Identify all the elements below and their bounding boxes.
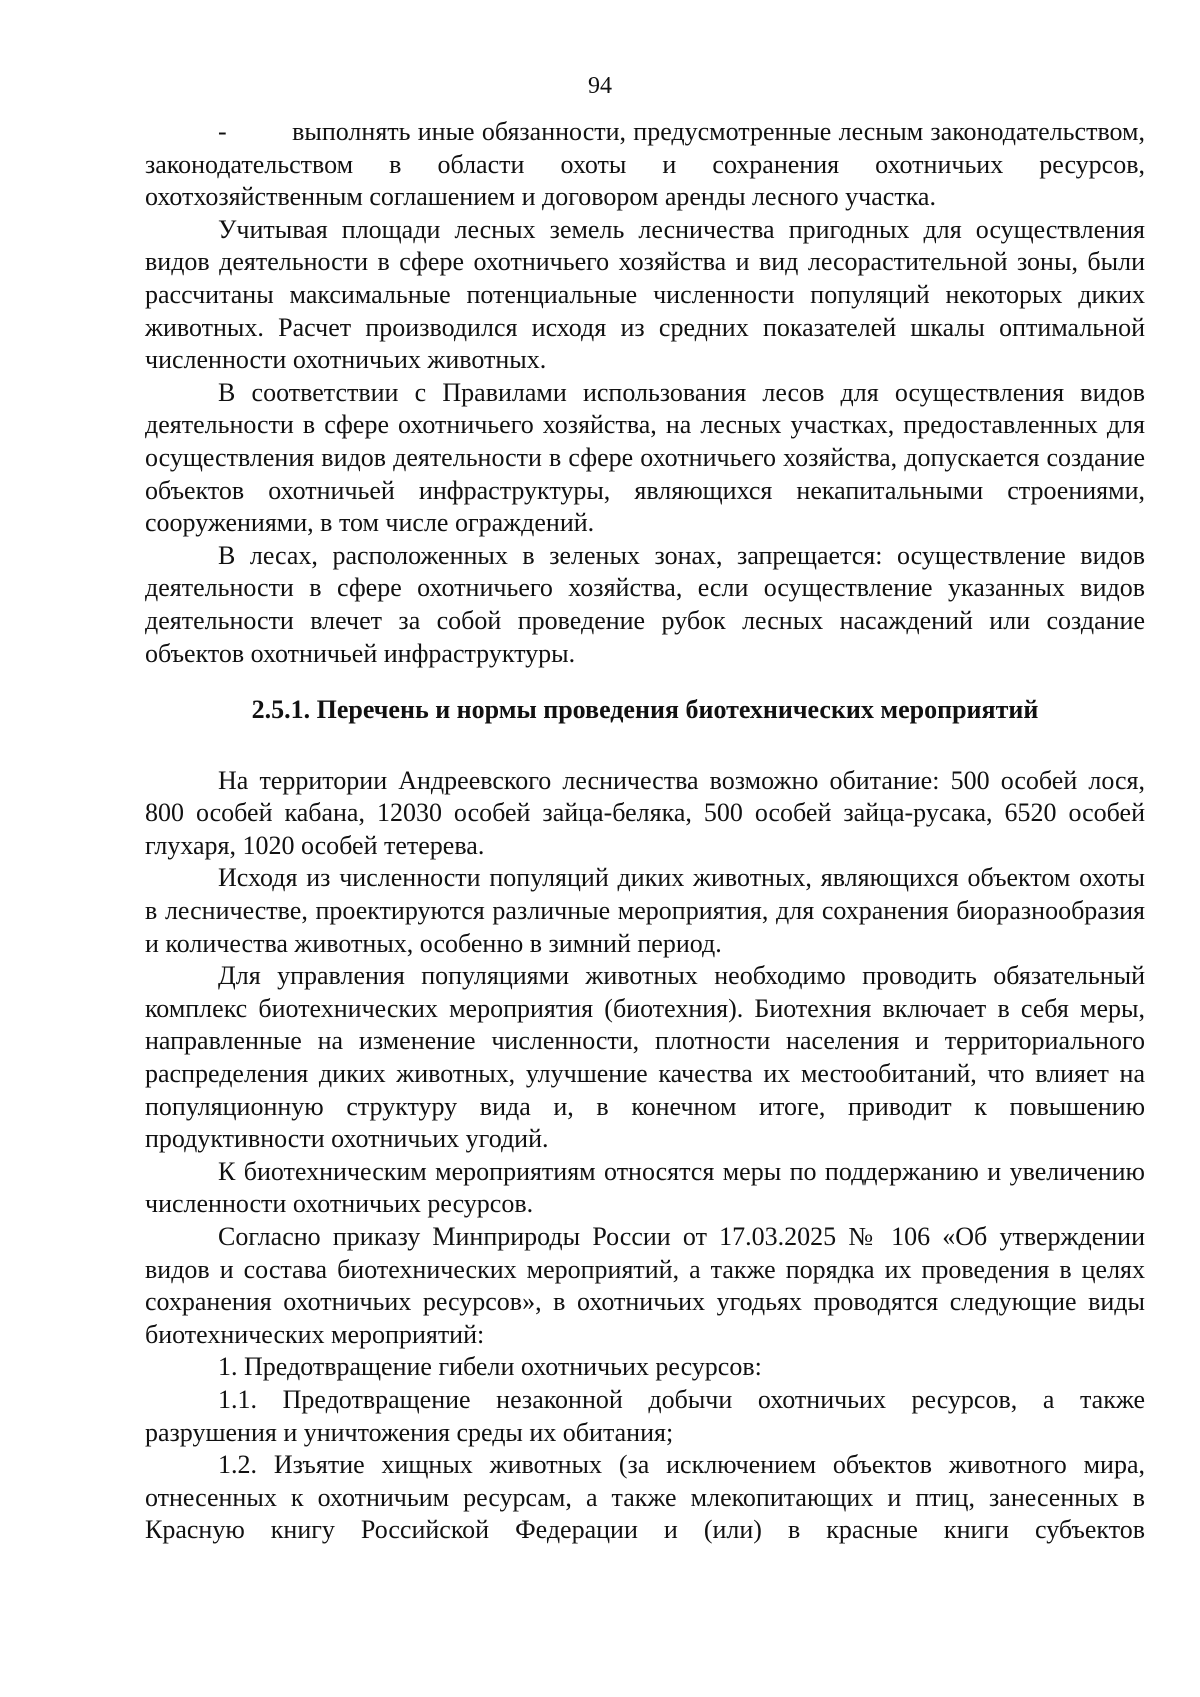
paragraph-green-zones: В лесах, расположенных в зеленых зонах, запрещается: осуществление видов деятельности в сфере охотничьего хозяйства, если осуществление указанных видов деятельности влечет за собой проведение рубок лесных насаждений или создание объектов охотничьей инфраструктуры.: [145, 540, 1145, 668]
paragraph-population-calc: Учитывая площади лесных земель лесничества пригодных для осуществления видов деятельности в сфере охотничьего хозяйства и вид лесорастительной зоны, были рассчитаны максимальные потенциальные численности популяций некоторых диких животных. Расчет производился исходя из средних показателей шкалы оптимальной численности охотничьих животных.: [145, 214, 1145, 375]
page-number: 94: [588, 73, 612, 99]
paragraph-biotech-measures: К биотехническим мероприятиям относятся меры по поддержанию и увеличению численности охотничьих ресурсов.: [145, 1156, 1145, 1219]
list-item-1-1: 1.1. Предотвращение незаконной добычи охотничьих ресурсов, а также разрушения и уничтожения среды их обитания;: [145, 1384, 1145, 1447]
paragraph-infrastructure-rules: В соответствии с Правилами использования лесов для осуществления видов деятельности в сфере охотничьего хозяйства, на лесных участках, предоставленных для осуществления видов деятельности в сфере охотничьего хозяйства, допускается создание объектов охотничьей инфраструктуры, являющихся некапитальными строениями, сооружениями, в том числе ограждений.: [145, 377, 1145, 538]
paragraph-biotechnics: Для управления популяциями животных необходимо проводить обязательный комплекс биотехнических мероприятия (биотехния). Биотехния включает в себя меры, направленные на изменение численности, плотности населения и территориального распределения диких животных, улучшение качества их местообитаний, что влияет на популяционную структуру вида и, в конечном итоге, приводит к повышению продуктивности охотничьих угодий.: [145, 961, 1145, 1154]
section-spacer: [145, 727, 1145, 765]
list-item-1-2: 1.2. Изъятие хищных животных (за исключением объектов животного мира, отнесенных к охотничьим ресурсам, а также млекопитающих и птиц, занесенных в Красную книгу Российской Федерации и (или) в красные книги субъектов: [145, 1450, 1145, 1545]
list-item-1: 1. Предотвращение гибели охотничьих ресурсов:: [218, 1352, 762, 1382]
paragraph-duties: - выполнять иные обязанности, предусмотренные лесным законодательством, законодательством в области охоты и сохранения охотничьих ресурсов, охотхозяйственным соглашением и договором аренды лесного участка.: [145, 117, 1145, 212]
paragraph-order-reference: Согласно приказу Минприроды России от 17.03.2025 № 106 «Об утверждении видов и состава биотехнических мероприятий, а также порядка их проведения в целях сохранения охотничьих ресурсов», в охотничьих угодьях проводятся следующие виды биотехнических мероприятий:: [145, 1222, 1145, 1349]
document-body: [145, 116, 1145, 1547]
section-heading: 2.5.1. Перечень и нормы проведения биотехнических мероприятий: [251, 695, 1039, 725]
paragraph-measures-design: Исходя из численности популяций диких животных, являющихся объектом охоты в лесничестве, проектируются различные мероприятия, для сохранения биоразнообразия и количества животных, особенно в зимний период.: [145, 863, 1145, 958]
paragraph-habitat-numbers: На территории Андреевского лесничества возможно обитание: 500 особей лося, 800 особей кабана, 12030 особей зайца-беляка, 500 особей зайца-русака, 6520 особей глухаря, 1020 особей тетерева.: [145, 765, 1145, 860]
